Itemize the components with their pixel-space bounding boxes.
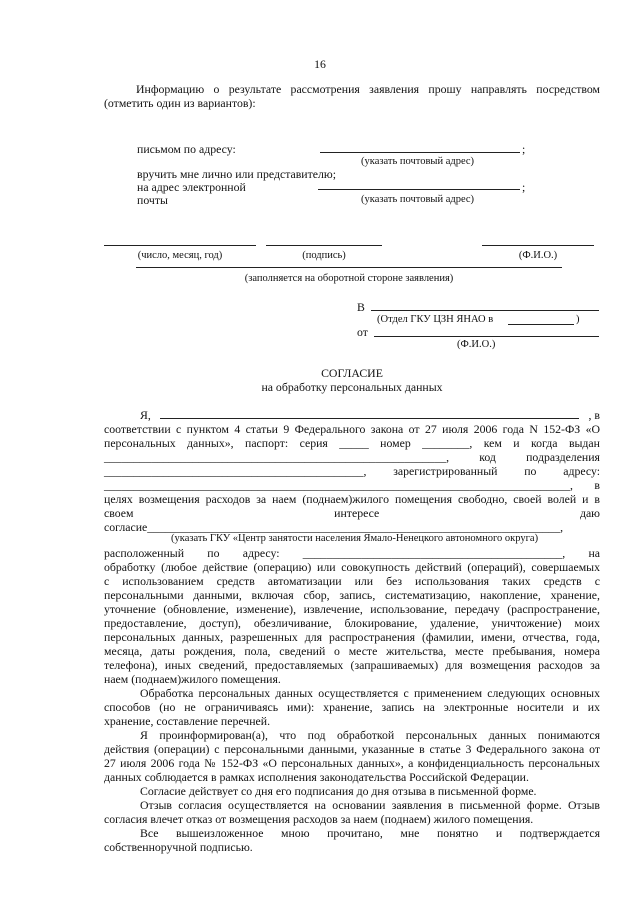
date-line [104, 245, 256, 246]
processing-line-5: предоставление, доступ), обезличивание, блокирование, удаление, уничтожение) моих [104, 616, 600, 630]
addressee-from-line [374, 336, 599, 337]
consent-subtitle: на обработку персональных данных [261, 380, 443, 394]
signature-hint: (подпись) [302, 250, 346, 261]
back-side-note: (заполняется на оборотной стороне заявления) [244, 273, 454, 284]
consent-i-end: , в [588, 408, 600, 422]
consent-line-5: _______________________________________________________________________________, в [104, 478, 600, 492]
option-email-label-1: на адрес электронной [137, 180, 246, 194]
consent-line-6: целях возмещения расходов за наем (поднаем)жилого помещения свободно, своей волей и в [104, 492, 600, 506]
methods-line-1: Обработка персональных данных осуществляется с применением следующих основных [140, 686, 600, 700]
addressee-from-label: от [357, 325, 368, 339]
validity-line: Согласие действует со дня его подписания до дня отзыва в письменной форме. [140, 784, 537, 798]
mail-address-hint: (указать почтовый адрес) [361, 156, 475, 167]
confirmation-line-2: собственноручной подписью. [104, 840, 253, 854]
consent-organization-hint: (указать ГКУ «Центр занятости населения Ямало-Ненецкого автономного округа) [171, 533, 539, 544]
addressee-to-label: В [357, 300, 365, 314]
informed-line-3: 27 июля 2006 года № 152-ФЗ «О персональных данных», а конфиденциальность персональных [104, 756, 600, 770]
methods-line-3: хранение, составление перечней. [104, 714, 271, 728]
revocation-line-2: согласия влечет отказ от возмещения расходов за наем (поднаем) жилого помещения. [104, 812, 534, 826]
applicant-name-line [160, 418, 579, 419]
consent-title: СОГЛАСИЕ [321, 366, 383, 380]
option-email-label-2: почты [137, 193, 168, 207]
date-hint: (число, месяц, год) [137, 250, 223, 261]
processing-line-4: уточнение (обновление, изменение), извлечение, использование, передачу (распространение, [104, 602, 600, 616]
name-line [482, 245, 594, 246]
informed-line-2: действия (операции) с персональными данными, указанные в статье 3 Федерального закона от [104, 742, 600, 756]
addressee-to-hint: (Отдел ГКУ ЦЗН ЯНАО в [377, 314, 494, 325]
informed-line-1: Я проинформирован(а), что под обработкой персональных данных понимаются [140, 728, 600, 742]
option-email-end: ; [522, 180, 526, 194]
consent-line-1: соответствии с пунктом 4 статьи 9 Федерального закона от 27 июля 2006 года N 152-ФЗ «О [104, 422, 600, 436]
mail-address-line [320, 152, 520, 153]
option-personal-label: вручить мне лично или представителю; [137, 167, 336, 181]
addressee-from-hint: (Ф.И.О.) [457, 339, 496, 350]
addressee-department-blank [508, 324, 574, 325]
processing-line-9: наем (поднаем)жилого помещения. [104, 672, 281, 686]
email-address-hint: (указать почтовый адрес) [361, 194, 475, 205]
processing-line-3: персональными данными, включая сбор, запись, систематизацию, накопление, хранение, [104, 588, 600, 602]
intro-line-2: (отметить один из вариантов): [104, 96, 256, 110]
email-address-line [318, 189, 520, 190]
consent-line-2: персональных данных», паспорт: серия _____ номер ________, кем и когда выдан [104, 436, 600, 450]
consent-line-9: расположенный по адресу: ____________________________________________, на [104, 546, 600, 560]
methods-line-2: способов (но не ограничиваясь ими): хранение, запись на электронные носители и их [104, 700, 600, 714]
confirmation-line-1: Все вышеизложенное мною прочитано, мне понятно и подтверждается [140, 826, 600, 840]
processing-line-1: обработку (любое действие (операцию) или совокупность действий (операций), совершаемых [104, 560, 600, 574]
processing-line-8: телефона), иных сведений, предоставляемых (запрашиваемых) для возмещения расходов за [104, 658, 600, 672]
name-hint: (Ф.И.О.) [518, 250, 558, 261]
consent-line-7: своем интересе даю [104, 506, 600, 520]
consent-line-8: согласие______________________________________________________________________, [104, 520, 564, 534]
addressee-to-hint-end: ) [576, 314, 580, 325]
addressee-to-line [371, 310, 599, 311]
processing-line-2: с использованием средств автоматизации или без использования таких средств с [104, 574, 600, 588]
signature-line [266, 245, 382, 246]
processing-line-6: персональных данных, разрешенных для распространения (фамилии, имени, отчества, года, [104, 630, 600, 644]
option-mail-label: письмом по адресу: [137, 142, 236, 156]
intro-line-1: Информацию о результате рассмотрения заявления прошу направлять посредством [136, 82, 600, 96]
page-number: 16 [314, 57, 326, 71]
back-side-line [136, 267, 562, 268]
consent-line-3: __________________________________________________________, код подразделения [104, 450, 600, 464]
consent-i: Я, [140, 408, 151, 422]
revocation-line-1: Отзыв согласия осуществляется на основании заявления в письменной форме. Отзыв [140, 798, 600, 812]
informed-line-4: данных соблюдается в рамках исполнения законодательства Российской Федерации. [104, 770, 529, 784]
processing-line-7: месяца, даты рождения, пола, сведений о месте жительства, месте пребывания, номера [104, 644, 600, 658]
consent-line-4: ____________________________________________, зарегистрированный по адресу: [104, 464, 600, 478]
option-mail-end: ; [522, 142, 526, 156]
